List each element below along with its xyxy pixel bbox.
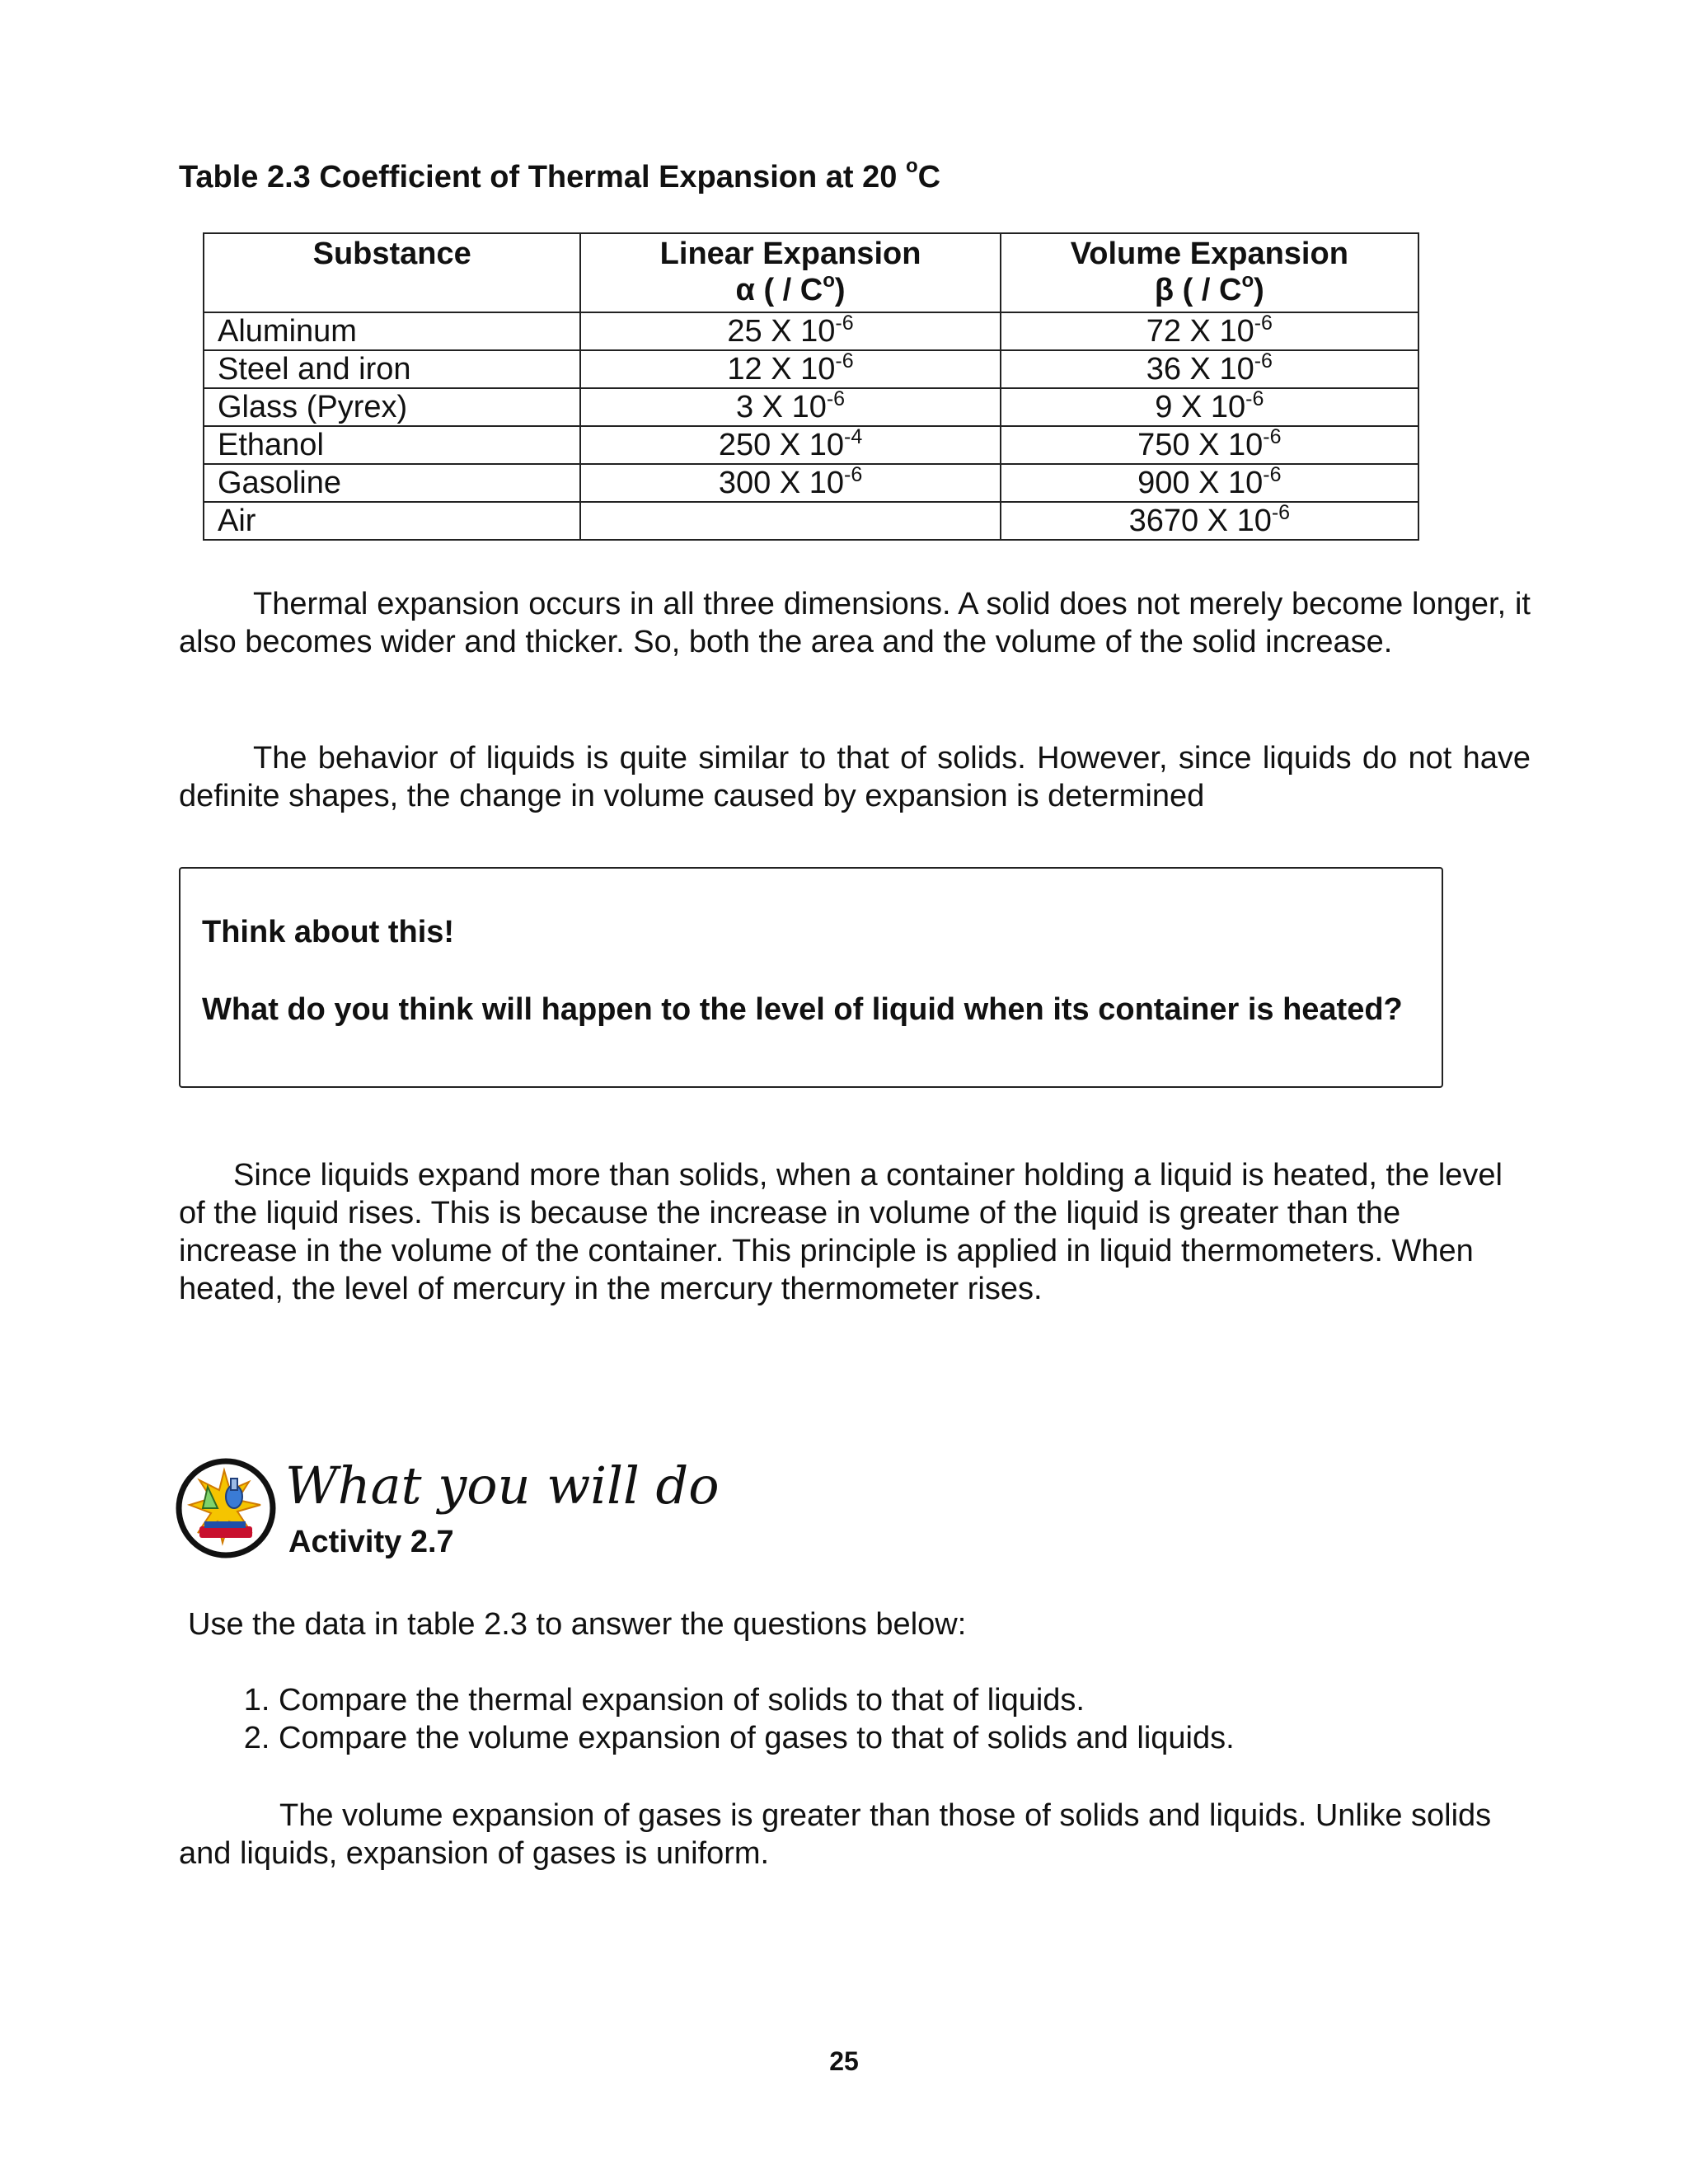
thermal-expansion-table [203,232,1419,541]
linear-cell: 25 X $10^{-6}$ [580,312,1000,350]
activity-questions [217,1681,1235,1757]
activity-label: Activity 2.7 [288,1525,454,1559]
linear-cell: 250 X $10^{-4}$ [580,426,1000,464]
list-item: 2. Compare the volume expansion of gases to that of solids and liquids. [279,1719,1235,1757]
think-heading: Think about this! [202,915,455,949]
volume-cell: 36 X $10^{-6}$ [1001,350,1418,388]
degree-symbol: o [905,155,918,177]
table-row [204,388,1418,426]
page-number: 25 [829,2046,859,2076]
section-title-what-you-will-do: What you will do [285,1455,720,1516]
substance-cell: Aluminum [204,312,580,350]
linear-cell: 300 X $10^{-6}$ [580,464,1000,502]
table-row [204,350,1418,388]
volume-cell: 900 X $10^{-6}$ [1001,464,1418,502]
header-linear-expansion: Linear Expansion α ( / $C^o$) [580,233,1000,312]
substance-cell: Glass (Pyrex) [204,388,580,426]
list-item: 1. Compare the thermal expansion of solids to that of liquids. [279,1681,1235,1719]
paragraph-gases-expansion: The volume expansion of gases is greater than those of solids and liquids. Unlike solids and liquids, expansion of gases is uniform. [179,1798,1492,1871]
table-title: Table 2.3 Coefficient of Thermal Expansion at 20 $^o$C [179,155,941,194]
think-about-this-box [179,867,1443,1088]
linear-cell [580,502,1000,540]
substance-cell: Steel and iron [204,350,580,388]
table-row [204,464,1418,502]
paragraph-thermal-expansion: Thermal expansion occurs in all three dimensions. A solid does not merely become longer, it also becomes wider and thicker. So, both the area and the volume of the solid increase. [179,587,1531,659]
volume-cell: 3670 X $10^{-6}$ [1001,502,1418,540]
paragraph-liquid-level: Since liquids expand more than solids, when a container holding a liquid is heated, the level of the liquid rises. This is because the increase in volume of the liquid is greater than the increase in the volume of the container. This principle is applied in liquid thermometers. When heated, the level of mercury in the mercury thermometer rises. [179,1158,1503,1306]
substance-cell: Ethanol [204,426,580,464]
table-row [204,312,1418,350]
header-substance: Substance [204,233,580,312]
header-volume-expansion: Volume Expansion β ( / $C^o$) [1001,233,1418,312]
paragraph-liquids-behavior: The behavior of liquids is quite similar to that of solids. However, since liquids do not have definite shapes, the change in volume caused by expansion is determined [179,741,1531,813]
linear-cell: 3 X $10^{-6}$ [580,388,1000,426]
substance-cell: Air [204,502,580,540]
think-question: What do you think will happen to the level of liquid when its container is heated? [202,992,1403,1027]
linear-cell: 12 X $10^{-6}$ [580,350,1000,388]
volume-cell: 9 X $10^{-6}$ [1001,388,1418,426]
table-header-row [204,233,1418,312]
volume-cell: 750 X $10^{-6}$ [1001,426,1418,464]
activity-instructions: Use the data in table 2.3 to answer the questions below: [188,1607,967,1642]
substance-cell: Gasoline [204,464,580,502]
volume-cell: 72 X $10^{-6}$ [1001,312,1418,350]
science-tools-icon [175,1457,277,1559]
table-row [204,426,1418,464]
table-row [204,502,1418,540]
